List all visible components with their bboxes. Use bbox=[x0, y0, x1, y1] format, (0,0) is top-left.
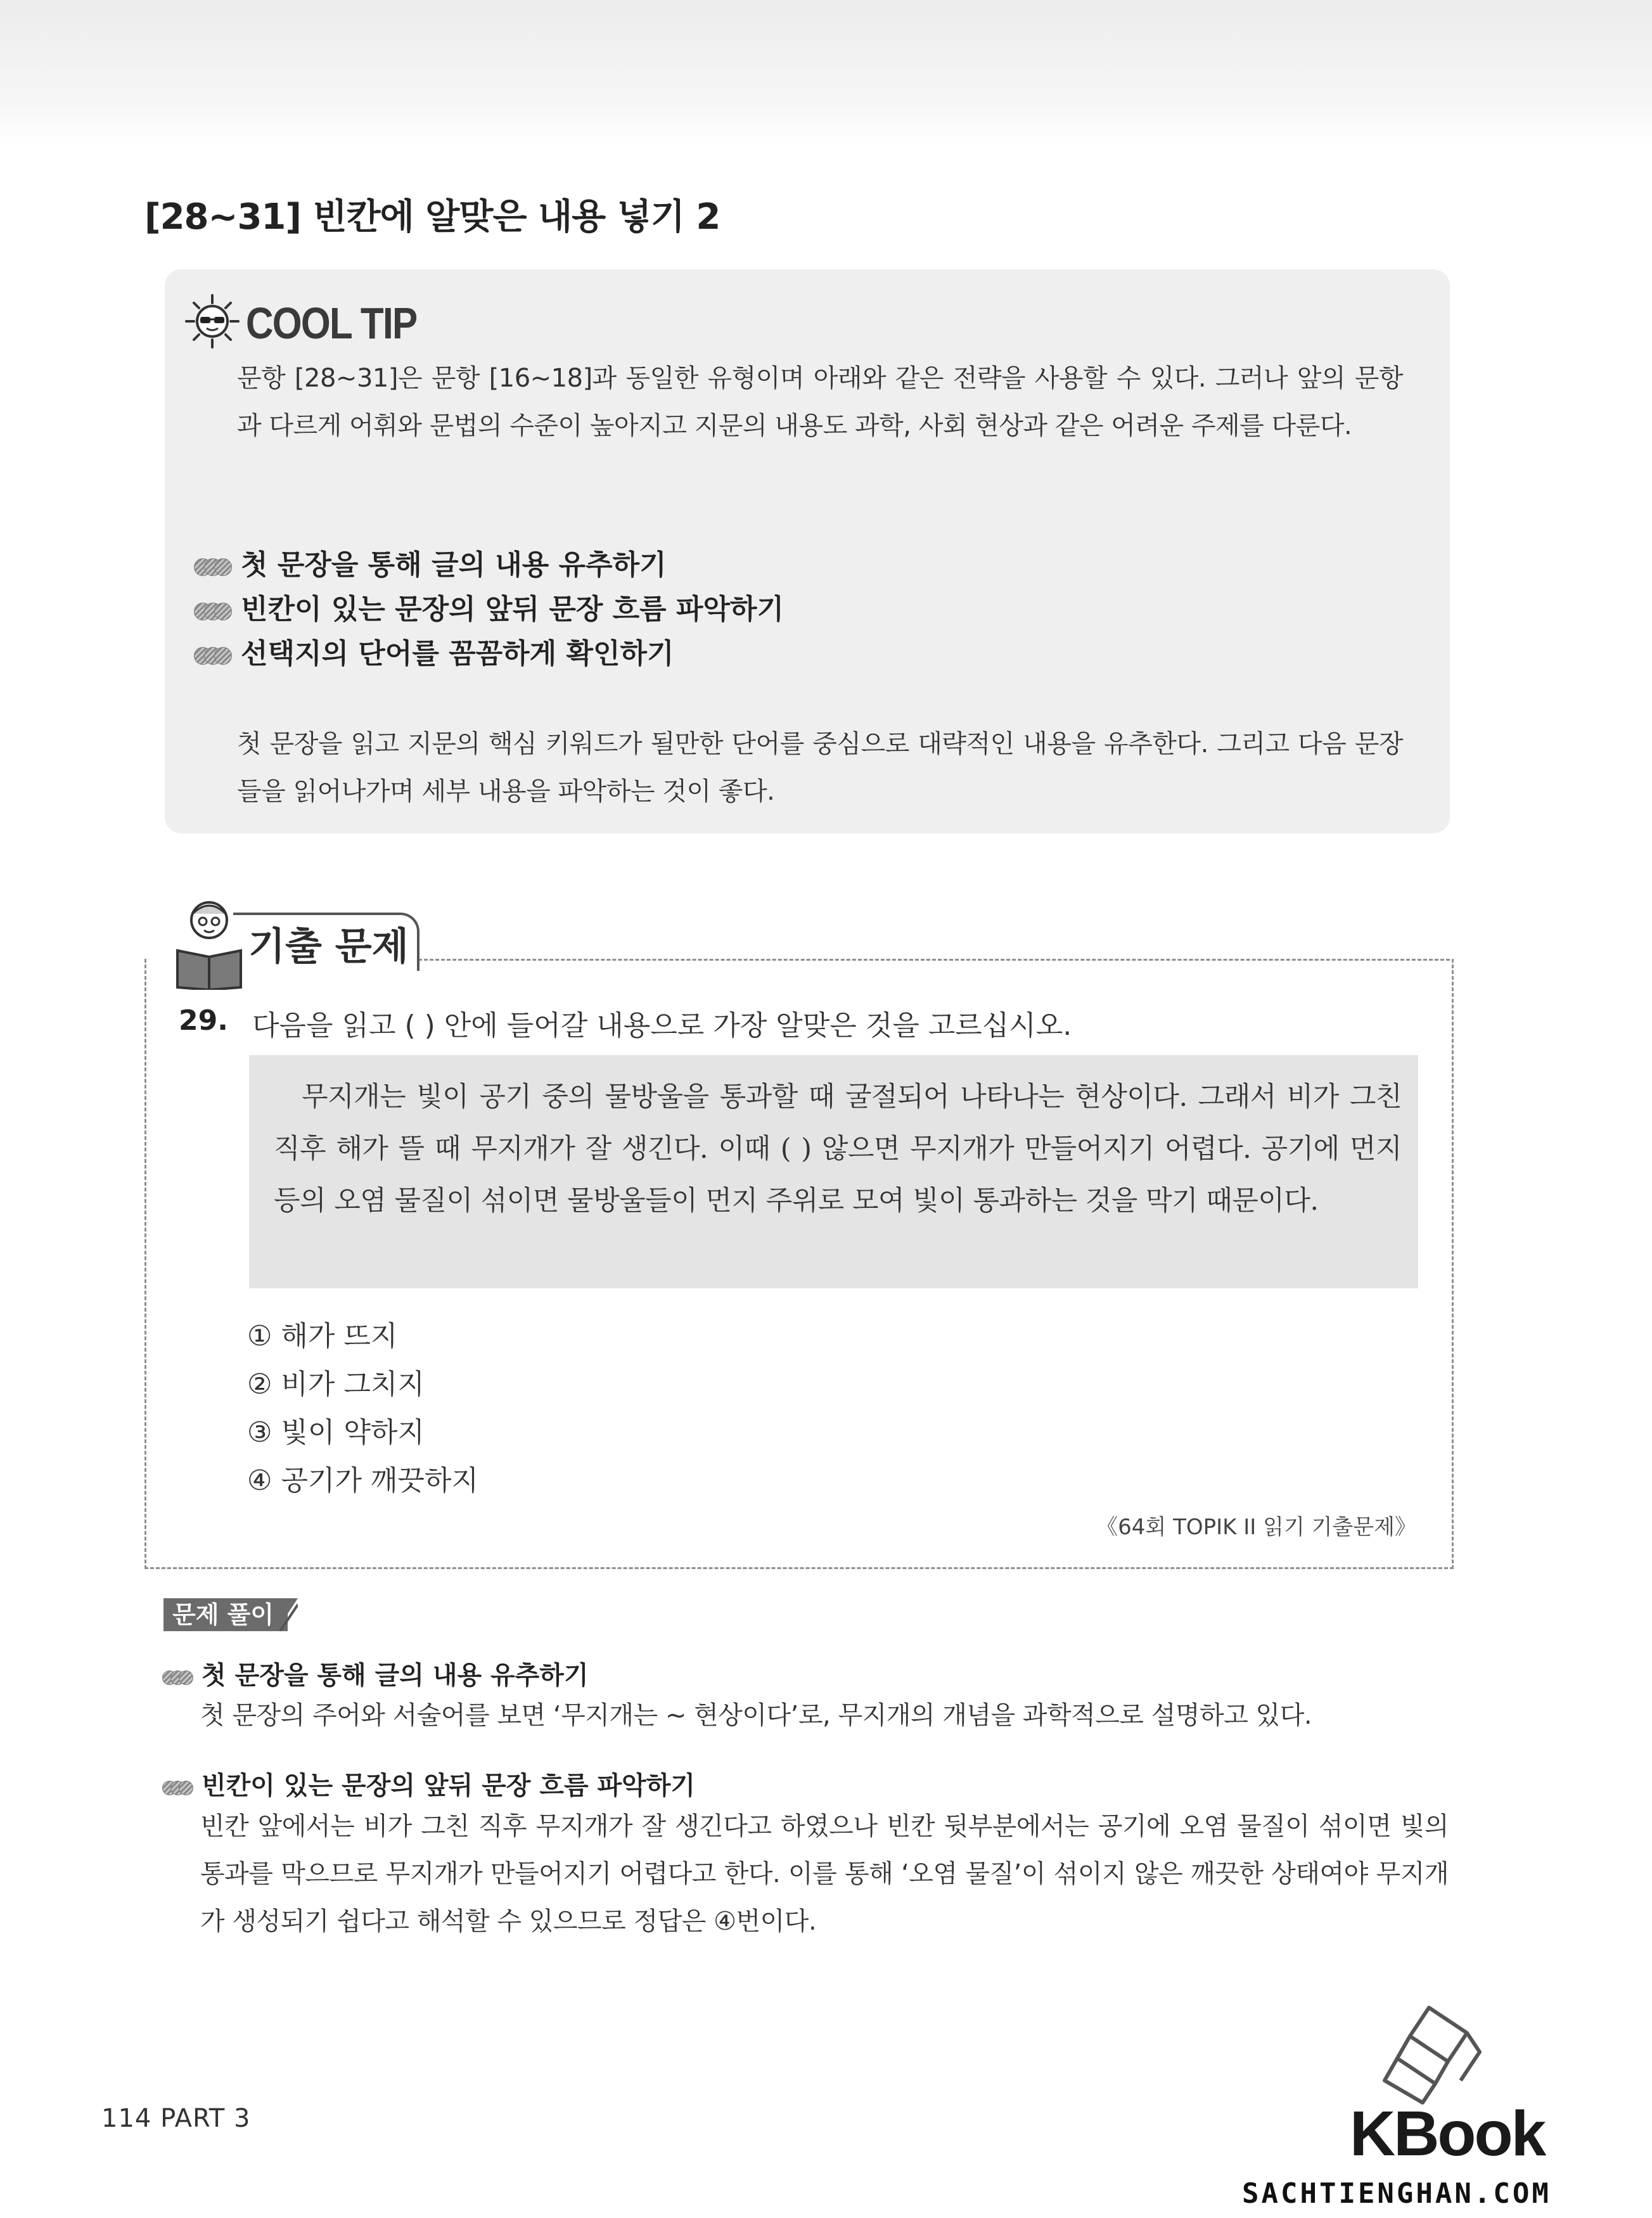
cool-tip-title: COOL TIP bbox=[246, 298, 417, 348]
strategy-item bbox=[194, 586, 784, 624]
student-reading-icon bbox=[172, 895, 248, 990]
solution-step-heading bbox=[162, 1655, 589, 1690]
reading-passage: 무지개는 빛이 공기 중의 물방울을 통과할 때 굴절되어 나타나는 현상이다. 그래서 비가 그친 직후 해가 뜰 때 무지개가 잘 생긴다. 이때 ( ) 않으면 무지개가 만들어지기 어렵다. 공기에 먼지 등의 오염 물질이 섞이면 물방울들이 먼지 주위로 모여 빛이 통과하는 것을 막기 때문이다. bbox=[274, 1081, 1402, 1217]
brand-site-url: SACHTIENGHAN.COM bbox=[1242, 2177, 1551, 2210]
question-number: 29. bbox=[179, 1004, 228, 1037]
answer-option: ① 해가 뜨지 bbox=[247, 1320, 398, 1352]
bullet-dots-icon bbox=[162, 1669, 193, 1684]
page-top-band bbox=[0, 0, 1652, 146]
cool-tip-outro: 첫 문장을 읽고 지문의 핵심 키워드가 될만한 단어를 중심으로 대략적인 내용을 유추한다. 그리고 다음 문장들을 읽어나가며 세부 내용을 파악하는 것이 좋다. bbox=[237, 729, 1403, 806]
solution-step-text: 빈칸 앞에서는 비가 그친 직후 무지개가 잘 생긴다고 하였으나 빈칸 뒷부분에서는 공기에 오염 물질이 섞이면 빛의 통과를 막으므로 무지개가 만들어지기 어렵다고 한다. 이를 통해 ‘오염 물질’이 섞이지 않은 깨끗한 상태여야 무지개가 생성되기 쉽다고 해석할 수 있으므로 정답은 ④번이다. bbox=[200, 1812, 1449, 1936]
strategy-text: 선택지의 단어를 꼼꼼하게 확인하기 bbox=[241, 638, 674, 670]
exam-label: 기출 문제 bbox=[248, 925, 409, 969]
question-text: 다음을 읽고 ( ) 안에 들어갈 내용으로 가장 알맞은 것을 고르십시오. bbox=[252, 1010, 1072, 1042]
solution-tag: 문제 풀이 bbox=[163, 1598, 288, 1631]
sunglasses-sun-icon bbox=[184, 293, 241, 350]
bullet-dots-icon bbox=[194, 601, 232, 620]
bullet-dots-icon bbox=[162, 1779, 193, 1795]
answer-option: ③ 빛이 약하지 bbox=[247, 1416, 425, 1449]
strategy-item bbox=[194, 542, 667, 580]
bullet-dots-icon bbox=[194, 557, 232, 576]
solution-tag-corner bbox=[276, 1598, 298, 1631]
bullet-dots-icon bbox=[194, 646, 232, 665]
exam-box-top-border bbox=[418, 959, 1450, 961]
solution-step-heading-text: 첫 문장을 통해 글의 내용 유추하기 bbox=[202, 1661, 589, 1690]
brand-logo-text: KBook bbox=[1350, 2098, 1545, 2169]
page-number: 114 PART 3 bbox=[101, 2104, 251, 2133]
strategy-text: 빈칸이 있는 문장의 앞뒤 문장 흐름 파악하기 bbox=[241, 593, 784, 625]
question-source: 《64회 TOPIK II 읽기 기출문제》 bbox=[1096, 1515, 1416, 1540]
kbook-logo-icon bbox=[1372, 2001, 1486, 2106]
strategy-text: 첫 문장을 통해 글의 내용 유추하기 bbox=[241, 549, 667, 581]
cool-tip-intro: 문항 [28~31]은 문항 [16~18]과 동일한 유형이며 아래와 같은 전략을 사용할 수 있다. 그러나 앞의 문항과 다르게 어휘와 문법의 수준이 높아지고 지문의 내용도 과학, 사회 현상과 같은 어려운 주제를 다룬다. bbox=[237, 364, 1403, 440]
section-title: [28~31] 빈칸에 알맞은 내용 넣기 2 bbox=[144, 196, 720, 238]
strategy-item bbox=[194, 631, 674, 669]
solution-step-text: 첫 문장의 주어와 서술어를 보면 ‘무지개는 ~ 현상이다’로, 무지개의 개념을 과학적으로 설명하고 있다. bbox=[200, 1701, 1312, 1730]
solution-step-heading-text: 빈칸이 있는 문장의 앞뒤 문장 흐름 파악하기 bbox=[202, 1771, 696, 1800]
answer-option: ② 비가 그치지 bbox=[247, 1368, 425, 1401]
solution-step-heading bbox=[162, 1766, 696, 1800]
answer-option: ④ 공기가 깨끗하지 bbox=[247, 1465, 478, 1497]
